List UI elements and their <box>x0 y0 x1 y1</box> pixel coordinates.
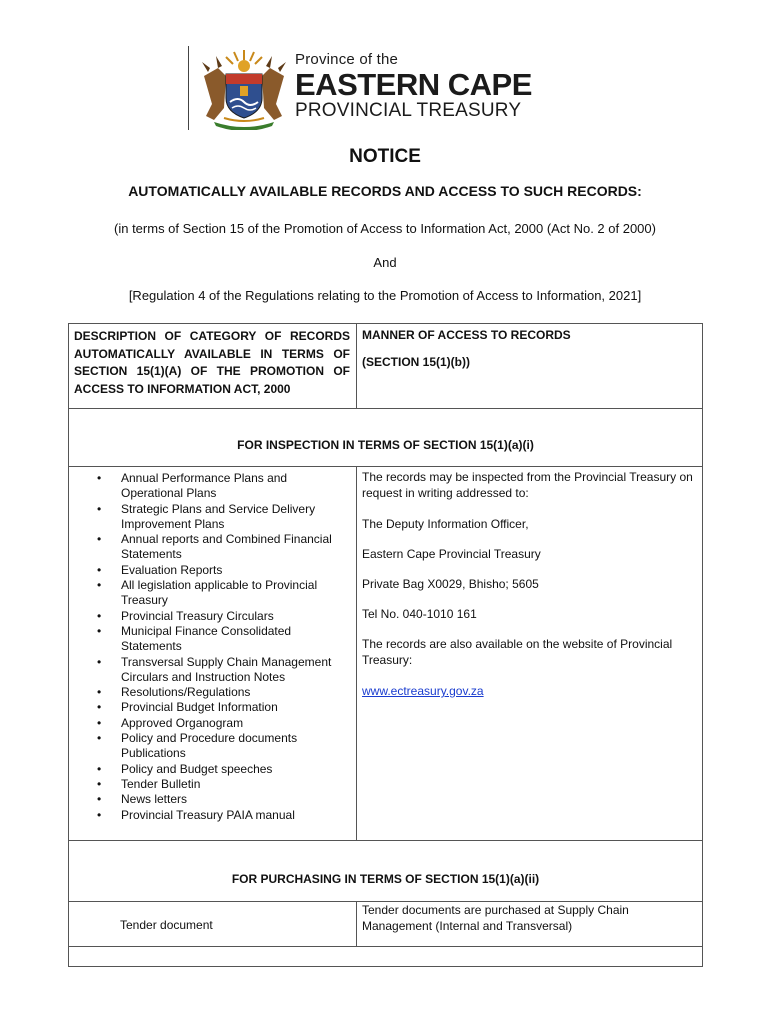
table-rule <box>69 466 702 467</box>
bullet-icon: • <box>97 623 102 638</box>
and-line: And <box>373 255 397 270</box>
header-description-cell: DESCRIPTION OF CATEGORY OF RECORDS AUTOMATICALLY AVAILABLE IN TERMS OF SECTION 15(1)(A) OF THE PROMOTION OF ACCESS TO INFORMATION ACT, 2000 <box>74 329 350 396</box>
bullet-icon: • <box>97 807 102 822</box>
table-rule <box>69 840 702 841</box>
list-item: • News letters <box>97 792 188 807</box>
bullet-icon: • <box>97 471 102 485</box>
list-item: • Annual reports and Combined Financial Statements <box>97 532 332 562</box>
list-item: • All legislation applicable to Provincial Treasury <box>97 578 318 608</box>
list-item: • Approved Organogram <box>97 715 244 730</box>
bullet-icon: • <box>97 700 102 715</box>
inspection-access-org: Eastern Cape Provincial Treasury <box>362 547 541 561</box>
notice-subtitle: AUTOMATICALLY AVAILABLE RECORDS AND ACCESS TO SUCH RECORDS: <box>128 183 642 199</box>
records-table <box>68 323 703 967</box>
table-rule <box>69 946 702 947</box>
bullet-icon: • <box>97 654 102 669</box>
list-item: • Tender Bulletin <box>97 776 201 791</box>
bullet-icon: • <box>97 562 102 577</box>
inspection-access-intro: The records may be inspected from the Provincial Treasury on request in writing addressed to: <box>362 470 693 500</box>
header-access-section: (SECTION 15(1)(b)) <box>362 355 470 369</box>
bullet-icon: • <box>97 578 102 593</box>
logo-line-eastern-cape: EASTERN CAPE <box>295 67 532 102</box>
inspection-heading: FOR INSPECTION IN TERMS OF SECTION 15(1)(a)(i) <box>237 438 534 452</box>
list-item: • Strategic Plans and Service Delivery Improvement Plans <box>97 501 316 531</box>
list-item: • Policy and Procedure documents Publications <box>97 731 298 761</box>
provincial-treasury-logo <box>188 44 558 132</box>
inspection-records-list <box>69 471 352 823</box>
purchasing-item: Tender document <box>120 918 213 932</box>
logo-divider <box>188 46 189 130</box>
website-link[interactable]: www.ectreasury.gov.za <box>362 684 484 698</box>
table-rule <box>69 408 702 409</box>
regulation-line: [Regulation 4 of the Regulations relating to the Promotion of Access to Information, 2021] <box>128 288 642 303</box>
bullet-icon: • <box>97 501 102 516</box>
list-item: • Transversal Supply Chain Management Circulars and Instruction Notes <box>97 654 332 684</box>
table-column-rule <box>356 324 357 408</box>
table-column-rule <box>356 901 357 946</box>
coat-of-arms-icon <box>196 46 292 130</box>
list-item: • Annual Performance Plans and Operational Plans <box>97 471 288 501</box>
notice-title: NOTICE <box>349 146 421 167</box>
bullet-icon: • <box>97 685 102 700</box>
inspection-access-officer: The Deputy Information Officer, <box>362 517 529 531</box>
list-item: • Provincial Budget Information <box>97 700 278 715</box>
inspection-access-website-note: The records are also available on the website of Provincial Treasury: <box>362 637 673 667</box>
purchasing-heading: FOR PURCHASING IN TERMS OF SECTION 15(1)(a)(ii) <box>231 872 540 886</box>
inspection-access-address: Private Bag X0029, Bhisho; 5605 <box>362 577 539 591</box>
bullet-icon: • <box>97 715 102 730</box>
list-item: • Policy and Budget speeches <box>97 761 273 776</box>
list-item: • Resolutions/Regulations <box>97 685 251 700</box>
purchasing-access: Tender documents are purchased at Supply Chain Management (Internal and Transversal) <box>362 903 629 933</box>
header-access-cell <box>362 328 692 370</box>
bullet-icon: • <box>97 608 102 623</box>
list-item: • Provincial Treasury PAIA manual <box>97 807 295 822</box>
bullet-icon: • <box>97 792 102 807</box>
list-item: • Evaluation Reports <box>97 562 223 577</box>
logo-wordmark <box>295 52 532 120</box>
list-item: • Provincial Treasury Circulars <box>97 608 274 623</box>
header-access-title: MANNER OF ACCESS TO RECORDS <box>362 328 571 342</box>
inspection-access-tel: Tel No. 040-1010 161 <box>362 607 477 621</box>
terms-line: (in terms of Section 15 of the Promotion of Access to Information Act, 2000 (Act No. 2 of 2000) <box>114 221 656 236</box>
logo-line-province: Province of the <box>295 51 399 68</box>
bullet-icon: • <box>97 761 102 776</box>
table-column-rule <box>356 466 357 840</box>
list-item: • Municipal Finance Consolidated Statements <box>97 623 292 654</box>
bullet-icon: • <box>97 776 102 791</box>
bullet-icon: • <box>97 532 102 547</box>
bullet-icon: • <box>97 731 102 746</box>
logo-line-treasury: PROVINCIAL TREASURY <box>295 100 522 121</box>
